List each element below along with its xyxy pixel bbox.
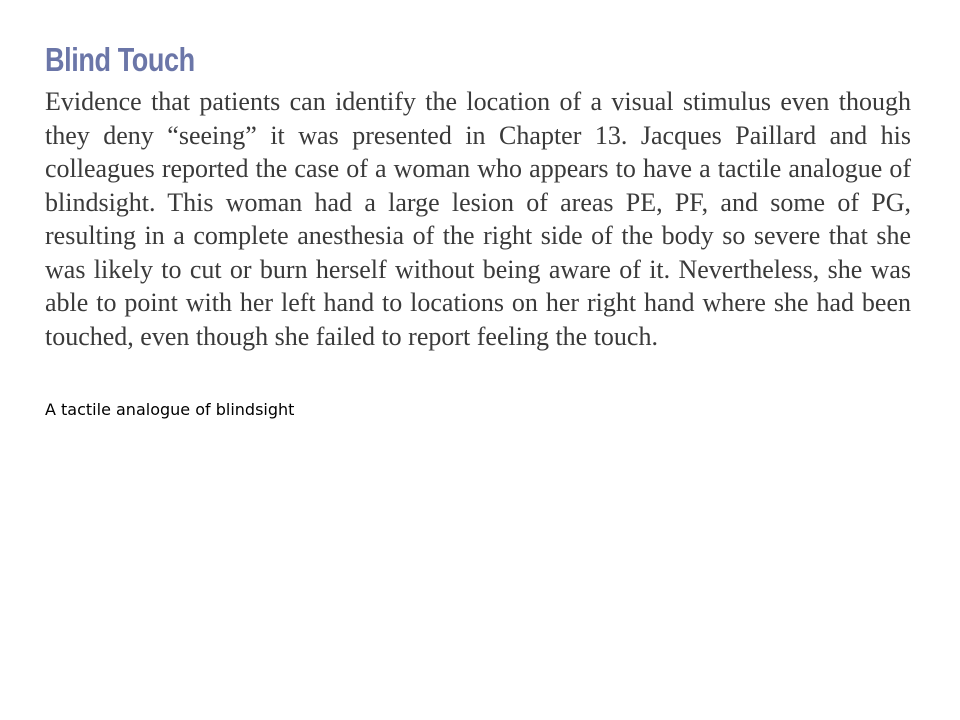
- excerpt-paragraph: Evidence that patients can identify the location of a visual stimulus even though they deny “seeing” it was presented in Chapter 13. Jacques Paillard and his colleagues reported the case of a woman who appears to have a tactile analogue of blindsight. This woman had a large lesion of areas PE, PF, and some of PG, resulting in a complete anesthesia of the right side of the body so severe that she was likely to cut or burn herself without being aware of it. Nevertheless, she was able to point with her left hand to locations on her right hand where she had been touched, even though she failed to report feeling the touch.: [45, 87, 911, 351]
- textbook-excerpt-image: [45, 38, 915, 353]
- slide-caption: A tactile analogue of blindsight: [45, 400, 295, 419]
- excerpt-heading: Blind Touch: [45, 41, 195, 78]
